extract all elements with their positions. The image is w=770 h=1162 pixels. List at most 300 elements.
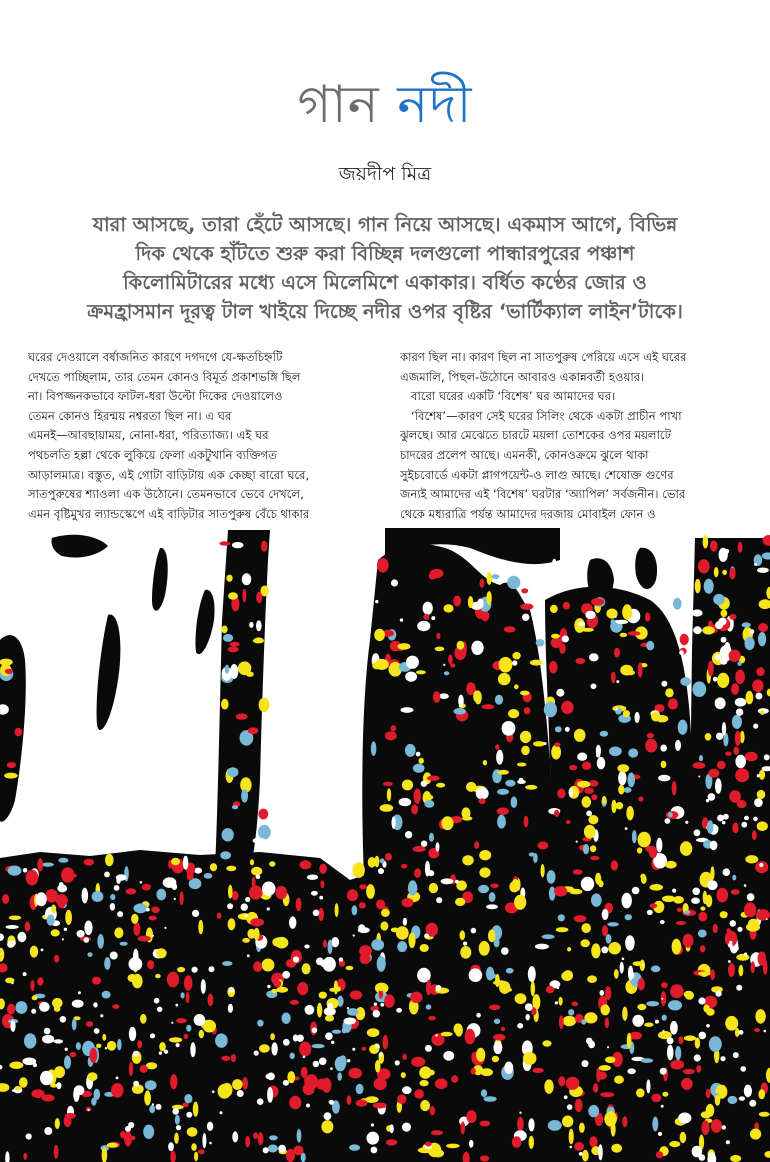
- confetti-dot: [448, 654, 453, 664]
- confetti-dot: [754, 1028, 760, 1032]
- confetti-dot: [460, 930, 466, 940]
- lede-paragraph: [40, 210, 730, 326]
- confetti-dot: [658, 775, 670, 782]
- confetti-dot: [754, 798, 763, 807]
- confetti-dot: [660, 920, 665, 924]
- confetti-dot: [254, 928, 260, 941]
- body-line: কারণ ছিল না। কারণ ছিল না সাতপুরুষ পেরিয়ে এসে এই ঘরের: [400, 350, 687, 364]
- confetti-dot: [26, 870, 39, 886]
- confetti-dot: [575, 1099, 583, 1112]
- white-speck: [665, 818, 671, 824]
- confetti-dot: [436, 842, 440, 851]
- white-speck: [716, 991, 722, 997]
- confetti-dot: [155, 974, 161, 978]
- confetti-dot: [670, 984, 684, 998]
- confetti-dot: [627, 1033, 632, 1049]
- white-speck: [105, 1047, 107, 1049]
- white-speck: [699, 1032, 707, 1040]
- confetti-dot: [507, 576, 520, 589]
- confetti-dot: [590, 845, 596, 852]
- confetti-dot: [425, 800, 435, 808]
- confetti-dot: [573, 869, 583, 874]
- confetti-dot: [526, 1014, 530, 1020]
- confetti-dot: [548, 1120, 562, 1131]
- confetti-dot: [371, 939, 384, 951]
- confetti-dot: [477, 599, 484, 609]
- confetti-dot: [731, 889, 740, 895]
- lede-line: কিলোমিটারের মধ্যে এসে মিলেমিশে একাকার। বর্ধিত কণ্ঠের জোর ও: [123, 271, 647, 294]
- confetti-dot: [693, 626, 702, 634]
- confetti-dot: [597, 757, 606, 769]
- confetti-dot: [228, 885, 233, 899]
- white-speck: [175, 1004, 178, 1007]
- white-speck: [715, 654, 721, 660]
- confetti-dot: [584, 825, 596, 839]
- confetti-dot: [736, 954, 749, 961]
- confetti-dot: [756, 909, 770, 920]
- white-speck: [375, 1044, 379, 1048]
- white-speck: [380, 1003, 384, 1007]
- white-speck: [755, 693, 762, 700]
- confetti-dot: [480, 579, 485, 588]
- confetti-dot: [15, 1001, 27, 1014]
- confetti-dot: [232, 891, 239, 901]
- confetti-dot: [76, 1042, 81, 1050]
- confetti-dot: [582, 761, 591, 770]
- white-speck: [421, 781, 427, 787]
- confetti-dot: [638, 662, 643, 677]
- white-speck: [632, 887, 640, 895]
- confetti-dot: [426, 1004, 432, 1009]
- confetti-dot: [646, 641, 654, 651]
- confetti-dot: [620, 962, 624, 974]
- white-speck: [722, 1125, 726, 1129]
- confetti-dot: [174, 1133, 179, 1144]
- white-speck: [303, 1056, 306, 1059]
- confetti-dot: [359, 902, 366, 908]
- confetti-dot: [377, 956, 386, 972]
- confetti-dot: [532, 1068, 544, 1073]
- white-speck: [564, 1095, 568, 1099]
- confetti-dot: [383, 782, 393, 786]
- confetti-dot: [602, 796, 607, 804]
- confetti-dot: [665, 688, 673, 697]
- confetti-dot: [552, 559, 557, 574]
- confetti-dot: [559, 643, 565, 654]
- confetti-dot: [502, 721, 516, 736]
- confetti-dot: [536, 639, 545, 647]
- confetti-dot: [236, 713, 248, 719]
- confetti-dot: [258, 825, 271, 840]
- confetti-dot: [366, 884, 375, 899]
- confetti-dot: [87, 1072, 97, 1081]
- white-speck: [750, 629, 755, 634]
- white-speck: [615, 616, 617, 618]
- white-speck: [736, 985, 742, 991]
- confetti-dot: [102, 1034, 106, 1041]
- white-speck: [33, 1063, 37, 1067]
- confetti-dot: [755, 1009, 765, 1024]
- confetti-dot: [420, 1080, 429, 1086]
- confetti-dot: [640, 874, 645, 880]
- confetti-dot: [598, 1144, 603, 1160]
- white-speck: [172, 1108, 179, 1115]
- confetti-dot: [337, 1072, 342, 1080]
- confetti-dot: [535, 944, 549, 950]
- confetti-dot: [581, 923, 591, 933]
- confetti-dot: [86, 1021, 93, 1027]
- confetti-dot: [728, 963, 735, 977]
- confetti-dot: [380, 804, 394, 812]
- confetti-dot: [542, 1040, 551, 1046]
- confetti-dot: [574, 915, 587, 922]
- confetti-dot: [114, 927, 123, 938]
- confetti-dot: [82, 888, 89, 904]
- confetti-dot: [183, 1034, 188, 1039]
- confetti-dot: [597, 1071, 607, 1079]
- confetti-dot: [469, 968, 483, 982]
- confetti-dot: [656, 1151, 663, 1158]
- white-speck: [400, 618, 403, 621]
- confetti-dot: [574, 1142, 584, 1151]
- white-speck: [358, 924, 365, 931]
- confetti-dot: [498, 673, 511, 685]
- confetti-dot: [623, 710, 630, 717]
- lede-line: ক্রমহ্রাসমান দূরত্ব টাল খাইয়ে দিচ্ছে নদীর ওপর বৃষ্টির ‘ভার্টিক্যাল লাইন’টাকে।: [87, 300, 683, 323]
- confetti-dot: [403, 1054, 407, 1061]
- body-line: ঝুলছে। আর মেঝেতে চারটে ময়লা তোশকের ওপর ময়লাটে: [400, 428, 671, 443]
- confetti-dot: [129, 957, 143, 971]
- white-speck: [708, 793, 716, 801]
- confetti-dot: [647, 910, 653, 915]
- white-speck: [725, 549, 730, 554]
- confetti-dot: [650, 884, 664, 891]
- confetti-dot: [184, 975, 193, 990]
- white-speck: [455, 880, 459, 884]
- confetti-dot: [253, 1132, 258, 1139]
- confetti-dot: [72, 1019, 77, 1031]
- confetti-dot: [549, 661, 558, 674]
- confetti-dot: [759, 1112, 770, 1117]
- confetti-dot: [533, 741, 545, 746]
- confetti-dot: [524, 816, 529, 828]
- confetti-dot: [710, 866, 714, 880]
- confetti-dot: [241, 789, 248, 802]
- confetti-dot: [471, 1068, 476, 1075]
- confetti-dot: [335, 1056, 346, 1071]
- confetti-dot: [187, 1127, 198, 1137]
- confetti-dot: [512, 1136, 522, 1148]
- confetti-dot: [390, 1124, 394, 1133]
- confetti-dot: [492, 1056, 499, 1062]
- confetti-dot: [147, 960, 154, 969]
- confetti-dot: [515, 993, 527, 1004]
- confetti-dot: [605, 986, 611, 1000]
- confetti-dot: [683, 934, 694, 948]
- confetti-dot: [615, 620, 628, 624]
- confetti-dot: [587, 975, 597, 983]
- confetti-dot: [466, 782, 476, 792]
- confetti-dot: [194, 1152, 198, 1162]
- confetti-dot: [222, 1083, 233, 1097]
- confetti-dot: [542, 934, 555, 939]
- confetti-dot: [222, 828, 234, 841]
- confetti-dot: [651, 966, 661, 973]
- white-speck: [728, 960, 731, 963]
- confetti-dot: [715, 697, 726, 709]
- confetti-dot: [7, 762, 16, 768]
- confetti-dot: [371, 741, 377, 756]
- confetti-dot: [622, 1116, 627, 1127]
- confetti-dot: [618, 785, 624, 795]
- white-speck: [12, 1089, 15, 1092]
- confetti-dot: [405, 744, 416, 757]
- confetti-dot: [698, 559, 710, 573]
- confetti-dot: [96, 1044, 101, 1048]
- confetti-dot: [578, 622, 586, 626]
- confetti-dot: [110, 894, 115, 900]
- confetti-dot: [717, 673, 729, 688]
- confetti-dot: [701, 1120, 709, 1135]
- confetti-dot: [480, 1121, 491, 1127]
- confetti-dot: [112, 1004, 119, 1009]
- confetti-dot: [680, 677, 691, 686]
- confetti-dot: [429, 572, 438, 579]
- white-speck: [730, 920, 737, 927]
- confetti-dot: [680, 1132, 687, 1143]
- confetti-dot: [633, 961, 643, 966]
- confetti-dot: [319, 864, 327, 874]
- confetti-dot: [444, 671, 449, 675]
- lede-line: দিক থেকে হাঁটতে শুরু করা বিচ্ছিন্ন দলগুলো পান্ধারপুরের পঞ্চাশ: [135, 242, 635, 265]
- confetti-dot: [441, 1032, 453, 1037]
- confetti-dot: [289, 1096, 301, 1110]
- confetti-dot: [335, 903, 339, 917]
- white-speck: [157, 1007, 162, 1012]
- confetti-dot: [644, 1022, 653, 1026]
- confetti-dot: [602, 909, 609, 920]
- white-speck: [699, 1154, 706, 1161]
- confetti-dot: [230, 642, 240, 647]
- confetti-dot: [254, 637, 264, 643]
- confetti-dot: [568, 1009, 574, 1015]
- body-line: ঘরের দেওয়ালে বর্ষাজনিত কারণে দগদগে যে-ক্ষতচিহ্নটি: [28, 350, 283, 364]
- white-speck: [62, 938, 64, 940]
- confetti-dot: [669, 1141, 680, 1147]
- confetti-dot: [729, 614, 736, 620]
- confetti-dot: [652, 1117, 658, 1132]
- confetti-dot: [111, 1083, 124, 1098]
- confetti-dot: [258, 1132, 264, 1145]
- white-speck: [737, 927, 742, 932]
- white-speck: [616, 708, 619, 711]
- confetti-dot: [577, 781, 590, 788]
- confetti-dot: [297, 1129, 302, 1143]
- confetti-dot: [481, 1089, 487, 1097]
- confetti-dot: [524, 707, 531, 714]
- white-speck: [11, 982, 13, 984]
- confetti-dot: [591, 943, 600, 958]
- confetti-dot: [32, 995, 38, 1000]
- black-ink-shapes: [0, 528, 770, 1162]
- confetti-dot: [125, 888, 136, 894]
- white-speck: [313, 1061, 319, 1067]
- confetti-dot: [486, 967, 494, 981]
- confetti-dot: [622, 893, 632, 909]
- confetti-dot: [299, 1042, 311, 1057]
- confetti-dot: [611, 619, 616, 624]
- white-speck: [660, 1068, 667, 1075]
- confetti-dot: [547, 870, 556, 884]
- confetti-dot: [605, 1018, 609, 1029]
- white-speck: [544, 742, 547, 745]
- confetti-dot: [39, 1002, 50, 1012]
- confetti-dot: [15, 1086, 22, 1090]
- confetti-dot: [312, 1044, 325, 1048]
- confetti-dot: [549, 887, 556, 901]
- confetti-dot: [692, 609, 703, 616]
- confetti-dot: [514, 895, 526, 910]
- confetti-dot: [242, 589, 246, 602]
- white-speck: [616, 680, 619, 683]
- white-speck: [522, 614, 529, 621]
- confetti-dot: [9, 1062, 23, 1069]
- confetti-dot: [65, 1113, 76, 1119]
- confetti-dot: [692, 681, 706, 697]
- confetti-dot: [591, 684, 597, 690]
- confetti-dot: [416, 670, 426, 674]
- confetti-dot: [428, 1070, 435, 1076]
- confetti-dot: [756, 667, 764, 676]
- confetti-dot: [242, 573, 252, 585]
- confetti-dot: [226, 866, 236, 872]
- confetti-dot: [551, 745, 561, 760]
- confetti-dot: [551, 634, 560, 639]
- confetti-dot: [328, 940, 333, 955]
- confetti-dot: [758, 623, 768, 632]
- white-speck: [245, 914, 248, 917]
- confetti-dot: [755, 861, 768, 873]
- white-speck: [662, 1030, 664, 1032]
- confetti-dot: [128, 974, 138, 982]
- confetti-dot: [346, 966, 354, 971]
- confetti-dot: [684, 1035, 696, 1041]
- confetti-dot: [569, 765, 577, 770]
- confetti-dot: [198, 1149, 205, 1154]
- confetti-dot: [660, 745, 667, 752]
- confetti-dot: [145, 1080, 157, 1090]
- white-speck: [741, 822, 747, 828]
- confetti-dot: [274, 980, 282, 987]
- confetti-dot: [720, 911, 728, 918]
- confetti-dot: [461, 1121, 466, 1134]
- confetti-dot: [455, 1024, 463, 1037]
- confetti-dot: [662, 1092, 668, 1097]
- confetti-dot: [538, 842, 549, 850]
- confetti-dot: [745, 752, 758, 762]
- white-speck: [100, 1014, 103, 1017]
- confetti-dot: [620, 665, 633, 676]
- body-line: থেকে মধ্যরাত্রি পর্যন্ত আমাদের দরজায় মোবাইল ফোন ও: [400, 506, 656, 521]
- white-speck: [379, 1053, 383, 1057]
- confetti-dot: [563, 1016, 576, 1027]
- confetti-dot: [641, 1058, 653, 1063]
- confetti-dot: [752, 679, 763, 692]
- confetti-dot: [760, 710, 764, 715]
- confetti-dot: [258, 809, 268, 820]
- confetti-dot: [555, 726, 562, 732]
- confetti-dot: [402, 898, 414, 907]
- white-speck: [114, 885, 120, 891]
- confetti-dot: [441, 878, 454, 884]
- confetti-dot: [228, 646, 239, 652]
- confetti-dot: [614, 969, 619, 979]
- white-speck: [237, 1090, 244, 1097]
- confetti-dot: [406, 656, 419, 669]
- body-line: চাদরের প্রলেপ আছে। এমনকী, কোনওক্রমে ঝুলে থাকা: [400, 447, 649, 462]
- confetti-dot: [667, 1045, 674, 1061]
- confetti-dot: [149, 1105, 155, 1113]
- white-speck: [192, 967, 198, 973]
- white-speck: [23, 868, 28, 873]
- confetti-dot: [562, 636, 569, 643]
- confetti-dot: [710, 969, 715, 980]
- confetti-dot: [489, 1005, 500, 1011]
- author-byline: জয়দীপ মিত্র: [338, 163, 432, 185]
- confetti-dot: [696, 1065, 701, 1073]
- confetti-dot: [618, 771, 626, 785]
- white-speck: [567, 1104, 573, 1110]
- confetti-dot: [193, 1102, 199, 1117]
- confetti-dot: [414, 1089, 424, 1099]
- confetti-dot: [175, 1115, 180, 1125]
- white-speck: [519, 778, 524, 783]
- confetti-dot: [474, 841, 479, 849]
- white-speck: [128, 1122, 134, 1128]
- confetti-dot: [208, 994, 214, 1007]
- confetti-dot: [735, 731, 741, 746]
- confetti-dot: [248, 727, 259, 734]
- confetti-dot: [735, 698, 747, 707]
- white-speck: [267, 907, 270, 910]
- confetti-dot: [413, 789, 421, 804]
- confetti-dot: [297, 982, 308, 995]
- confetti-dot: [625, 935, 635, 950]
- confetti-dot: [413, 846, 426, 852]
- confetti-dot: [546, 986, 554, 993]
- confetti-dot: [453, 596, 461, 607]
- white-speck: [607, 1046, 609, 1048]
- white-speck: [661, 998, 663, 1000]
- confetti-dot: [227, 767, 238, 777]
- confetti-dot: [221, 699, 229, 710]
- confetti-dot: [704, 579, 714, 594]
- confetti-dot: [528, 966, 536, 982]
- white-speck: [753, 817, 758, 822]
- confetti-dot: [198, 920, 203, 934]
- confetti-dot: [483, 760, 487, 765]
- confetti-dot: [617, 764, 629, 772]
- confetti-dot: [585, 611, 595, 619]
- confetti-dot: [323, 940, 327, 948]
- white-speck: [405, 831, 412, 838]
- confetti-dot: [759, 770, 765, 780]
- confetti-dot: [520, 731, 531, 743]
- confetti-dot: [732, 875, 736, 881]
- white-speck: [44, 1127, 52, 1135]
- confetti-dot: [368, 857, 376, 868]
- confetti-dot: [672, 781, 677, 795]
